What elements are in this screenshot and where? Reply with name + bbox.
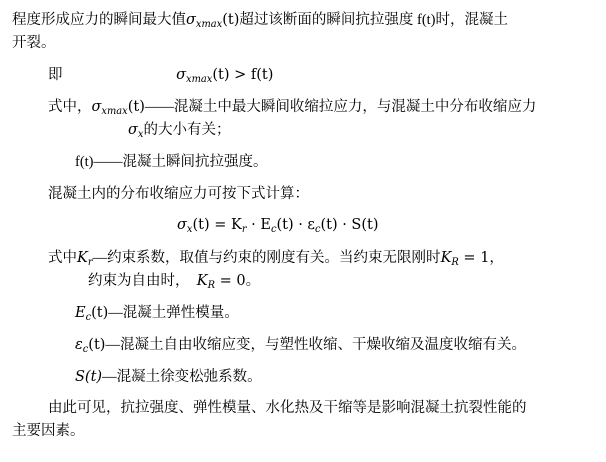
intro-text-b: 超过该断面的瞬间抗拉强度: [239, 12, 414, 28]
where1-prefix: 式中，: [48, 99, 92, 116]
intro-ft: f(t)时，混凝土: [417, 12, 509, 28]
s-symbol: S(t): [75, 368, 103, 385]
ji-label: 即: [48, 66, 63, 83]
kr-prefix: 式中: [48, 249, 77, 266]
paragraph-conclusion-line2: [0, 420, 606, 442]
equation-2-line: [0, 214, 606, 238]
paragraph-kr-line2: [0, 270, 606, 293]
kr-equation-1: $K_R = 1$，: [440, 249, 504, 268]
paragraph-kr: [0, 247, 606, 270]
paragraph-where-1: [0, 96, 606, 119]
paragraph-ec: [0, 302, 606, 325]
paragraph-ji: [0, 64, 606, 88]
epsilon-text: —混凝土自由收缩应变，与塑性收缩、干燥收缩及温度收缩有关。: [105, 336, 526, 353]
paragraph-conclusion: [0, 397, 606, 419]
paragraph-intro: [0, 0, 606, 55]
conclusion-text-a: 由此可见，抗拉强度、弹性模量、水化热及干缩等是影响混凝土抗裂性能的: [48, 400, 527, 417]
sigma-xmax-symbol-2: $\sigma_{xmax}(t)$: [91, 99, 145, 117]
ec-symbol: $E_c(t)$: [75, 304, 109, 323]
paragraph-calc-intro: [0, 183, 606, 205]
kr-symbol: $K_r$: [77, 249, 93, 268]
where1-text: ——混凝土中最大瞬间收缩拉应力，与混凝土中分布收缩应力: [144, 99, 537, 116]
epsilon-c-symbol: $\varepsilon_c(t)$: [75, 336, 106, 355]
paragraph-epsilon: [0, 334, 606, 357]
conclusion-text-b: 主要因素。: [12, 422, 85, 439]
kr-line2-text: 约束为自由时，: [88, 272, 190, 289]
paragraph-where-2: [0, 151, 606, 173]
intro-text-a: 程度形成应力的瞬间最大值: [12, 12, 186, 28]
kr-text: —约束系数，取值与约束的刚度有关。当约束无限刚时: [92, 249, 441, 266]
paragraph-where-1-cont: [0, 119, 606, 142]
s-text: —混凝土徐变松弛系数。: [102, 368, 262, 385]
calc-line-text: 混凝土内的分布收缩应力可按下式计算：: [48, 185, 309, 202]
where1-cont-text: 的大小有关；: [143, 122, 231, 139]
ec-text: —混凝土弹性模量。: [108, 304, 239, 321]
sigma-xmax-symbol: $\sigma_{xmax}(t)$: [186, 12, 240, 30]
kr-equation-2: $K_R = 0$。: [196, 272, 261, 291]
paragraph-s: [0, 366, 606, 388]
equation-1: $\sigma_{xmax}(t) > f(t)$: [176, 66, 274, 85]
intro-text-c: 开裂。: [12, 35, 56, 52]
sigma-x-symbol: $\sigma_x$: [128, 122, 144, 140]
where2-text: f(t)——混凝土瞬间抗拉强度。: [75, 154, 268, 171]
equation-2: $\sigma_x(t) = K_r \cdot E_c(t) \cdot \varepsilon_c(t) \cdot S(t)$: [177, 217, 379, 235]
